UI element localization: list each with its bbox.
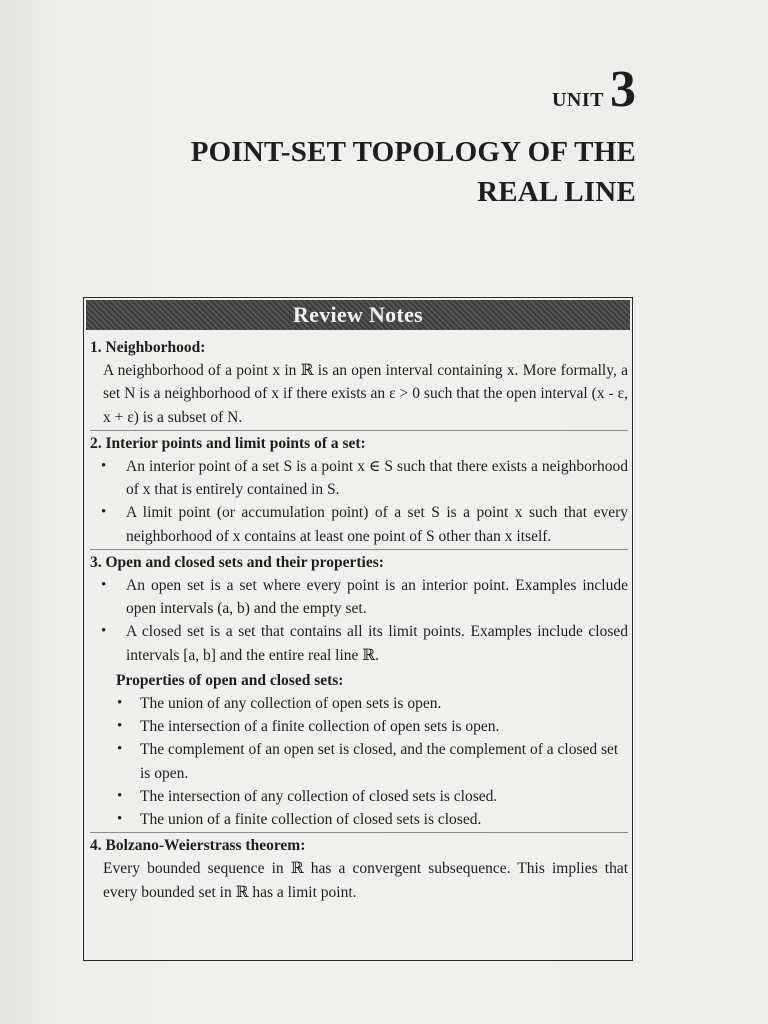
chapter-title: [191, 132, 636, 212]
list-item: [90, 738, 628, 784]
list-item: [90, 785, 628, 808]
chapter-title-line-2: REAL LINE: [477, 176, 636, 208]
unit-number: 3: [610, 61, 636, 118]
section-open-closed-sets: [90, 551, 628, 833]
sub-heading: Properties of open and closed sets:: [116, 671, 344, 689]
bullet-icon: •: [101, 623, 107, 640]
bullet-icon: •: [117, 811, 123, 828]
unit-label: UNIT: [551, 89, 604, 111]
review-notes-content: [90, 336, 628, 906]
list-item: [90, 692, 628, 715]
section-heading: 4. Bolzano-Weierstrass theorem:: [90, 837, 306, 855]
bullet-icon: •: [101, 458, 107, 475]
review-notes-title: Review Notes: [292, 302, 424, 327]
list-item: [90, 808, 628, 831]
section-heading: 1. Neighborhood:: [90, 339, 206, 356]
section-paragraph: Every bounded sequence in ℝ has a convergent subsequence. This implies that every bounded set in ℝ has a limit point.: [103, 860, 628, 901]
chapter-title-line-1: POINT-SET TOPOLOGY OF THE: [190, 136, 636, 168]
list-item: [90, 501, 628, 547]
section-bolzano-weierstrass: [90, 834, 628, 905]
section-paragraph: A neighborhood of a point x in ℝ is an open interval containing x. More formally, a set N is a neighborhood of x if there exists an ε > 0 such that the open interval (x - ε, x + ε) is a subset of N.: [103, 362, 628, 426]
section-neighborhood: [90, 336, 628, 431]
list-item-text: An interior point of a set S is a point x ∈ S such that there exists a neighborhood of x that is entirely contained in S.: [126, 458, 628, 499]
bullet-icon: •: [117, 695, 123, 712]
bullet-icon: •: [101, 504, 107, 521]
list-item-text: The union of a finite collection of closed sets is closed.: [140, 811, 482, 829]
list-item-text: A closed set is a set that contains all its limit points. Examples include closed intervals [a, b] and the entire real line ℝ.: [126, 623, 628, 664]
list-item: [90, 455, 628, 501]
bullet-icon: •: [117, 741, 123, 758]
bullet-icon: •: [101, 577, 107, 594]
list-item: [90, 620, 628, 666]
list-item-text: An open set is a set where every point is an interior point. Examples include open intervals (a, b) and the empty set.: [126, 577, 628, 618]
list-item-text: The complement of an open set is closed, and the complement of a closed set is open.: [140, 741, 619, 782]
unit-heading: [551, 61, 636, 118]
list-item: [90, 715, 628, 738]
section-heading: 2. Interior points and limit points of a set:: [90, 434, 366, 452]
section-heading: 3. Open and closed sets and their properties:: [90, 553, 384, 571]
bullet-icon: •: [117, 787, 123, 804]
review-notes-banner: [86, 300, 630, 330]
list-item-text: The union of any collection of open sets is open.: [140, 695, 442, 713]
section-interior-limit-points: [90, 432, 628, 550]
list-item-text: The intersection of a finite collection of open sets is open.: [140, 718, 500, 736]
list-item: [90, 574, 628, 620]
list-item-text: The intersection of any collection of closed sets is closed.: [140, 787, 498, 805]
review-notes-box: [83, 297, 633, 961]
bullet-icon: •: [117, 718, 123, 735]
list-item-text: A limit point (or accumulation point) of a set S is a point x such that every neighborhood of x contains at least one point of S other than x itself.: [126, 504, 628, 545]
